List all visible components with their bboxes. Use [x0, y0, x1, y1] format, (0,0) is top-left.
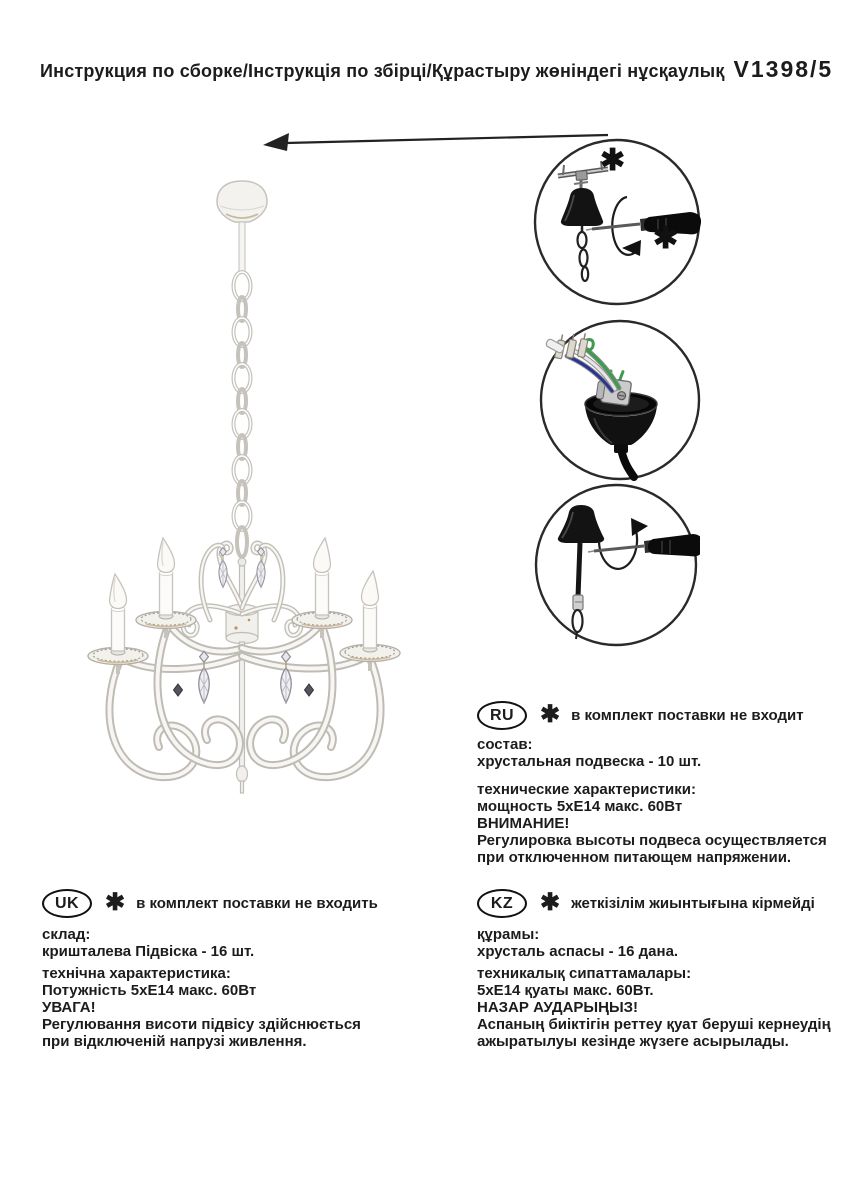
asterisk-mark: ✱ [540, 889, 561, 916]
specs-label: технические характеристики: [477, 781, 696, 798]
language-badge-ru: RU [477, 701, 527, 730]
asterisk-mark: ✱ [105, 889, 126, 916]
page-title: Инструкция по сборке/Інструкція по збірці/Құрастыру жөніндегі нұсқаулық [40, 61, 725, 81]
section-header [42, 890, 420, 916]
step-3-figure [532, 481, 700, 649]
warning-title: ВНИМАНИЕ! [477, 815, 570, 832]
kit-note: в комплект поставки не входит [571, 706, 804, 724]
section-ru [477, 702, 848, 866]
section-header [477, 702, 848, 728]
warning-title: УВАГА! [42, 999, 96, 1016]
ceiling-canopy [217, 181, 267, 222]
composition-label: құрамы: [477, 926, 540, 943]
warning-line: ажыратылуы кезінде жүзеге асырылады. [477, 1033, 789, 1050]
section-kz [477, 890, 848, 1050]
specs-item: мощность 5хЕ14 макс. 60Вт [477, 798, 683, 815]
composition-label: состав: [477, 736, 533, 753]
language-badge-kz: KZ [477, 889, 527, 918]
composition-label: склад: [42, 926, 91, 943]
section-header [477, 890, 848, 916]
specs-item: Потужність 5хЕ14 макс. 60Вт [42, 982, 257, 999]
warning-title: НАЗАР АУДАРЫҢЫЗ! [477, 999, 639, 1016]
specs-item: 5хЕ14 қуаты макс. 60Вт. [477, 982, 654, 999]
asterisk-mark: ✱ [540, 701, 561, 728]
asterisk-mark: ✱ [653, 222, 679, 255]
warning-line: Регулировка высоты подвеса осуществляется [477, 832, 827, 849]
asterisk-mark: ✱ [600, 144, 626, 177]
chandelier-photo [60, 150, 450, 810]
composition-item: хрусталь аспасы - 16 дана. [477, 943, 679, 960]
kit-note: в комплект поставки не входить [136, 894, 378, 912]
warning-line: Аспаның биіктігін реттеу қуат беруші кернеудің [477, 1016, 831, 1033]
language-badge-uk: UK [42, 889, 92, 918]
warning-line: при отключенном питающем напряжении. [477, 849, 792, 866]
section-uk [42, 890, 420, 1050]
warning-line: Регулювання висоти підвісу здійснюється [42, 1016, 361, 1033]
composition-item: хрустальная подвеска - 10 шт. [477, 753, 702, 770]
warning-line: при відключеній напрузі живлення. [42, 1033, 307, 1050]
suspension-chain [234, 272, 251, 566]
suspension-rod [239, 222, 245, 272]
step-2-figure [538, 318, 703, 483]
page-header [40, 56, 833, 83]
specs-label: техникалық сипаттамалары: [477, 965, 692, 982]
kit-note: жеткізілім жиынтығына кірмейді [571, 894, 815, 912]
composition-item: кришталева Підвіска - 16 шт. [42, 943, 255, 960]
model-number: V1398/5 [733, 56, 834, 82]
specs-label: технічна характеристика: [42, 965, 231, 982]
